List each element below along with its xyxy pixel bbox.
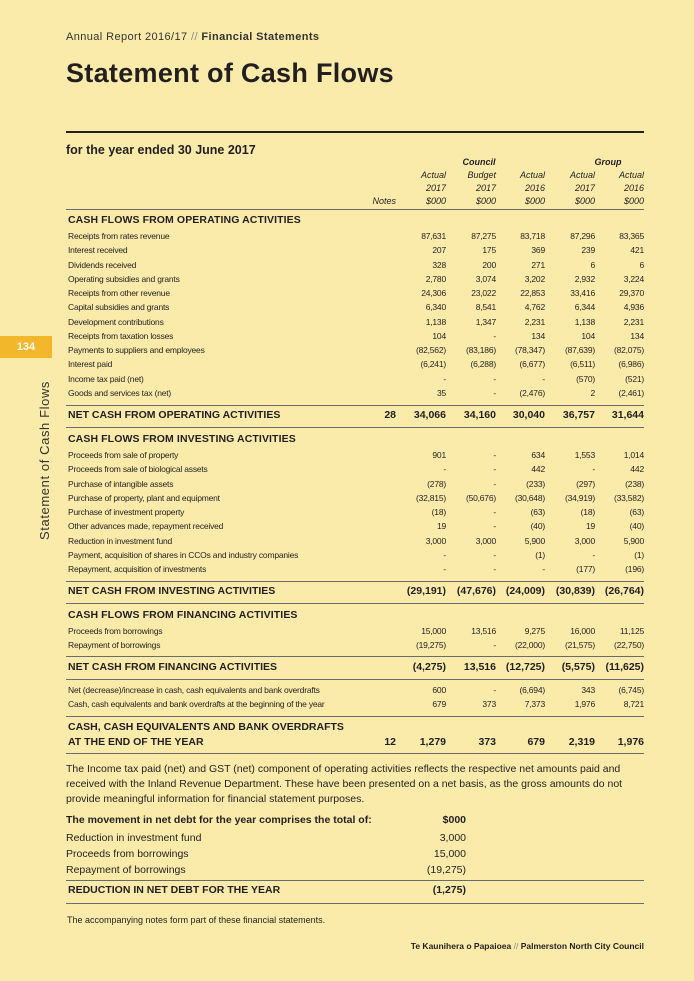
row-value: 4,762: [524, 302, 545, 313]
investing-divider: [66, 581, 644, 582]
table-row: [66, 260, 646, 274]
table-row: [66, 550, 646, 564]
row-label: Purchase of intangible assets: [68, 478, 174, 489]
row-value: (82,075): [613, 345, 644, 356]
movement-row: Reduction in investment fund 3,000: [66, 832, 466, 844]
row-value: -: [493, 330, 496, 341]
row-value: 901: [432, 450, 446, 460]
row-value: 343: [581, 685, 595, 695]
row-value: 9,275: [524, 626, 545, 636]
row-value: 16,000: [570, 626, 595, 636]
row-value: 2,231: [623, 316, 644, 327]
table-row: [66, 231, 646, 245]
row-value: 1,014: [623, 450, 644, 460]
row-value: (18): [580, 507, 595, 518]
row-value: -: [592, 464, 595, 475]
row-value: (63): [629, 507, 644, 518]
row-label: Operating subsidies and grants: [68, 273, 180, 284]
table-row: [66, 288, 646, 302]
row-label: Capital subsidies and grants: [68, 302, 170, 313]
row-value: (233): [526, 478, 545, 489]
net-divider: [66, 716, 644, 717]
row-value: 87,296: [570, 231, 595, 241]
council-group-header: Council: [462, 157, 496, 167]
row-value: (32,815): [415, 492, 446, 503]
row-value: 634: [531, 450, 545, 460]
footer-separator: //: [513, 941, 519, 951]
row-value: (50,676): [465, 492, 496, 503]
col3-header: Actual 2016 $000: [519, 170, 545, 206]
column-headers: [66, 169, 646, 209]
row-label: Repayment of borrowings: [68, 640, 161, 651]
row-value: (40): [530, 521, 545, 532]
movement-divider: [66, 880, 644, 881]
row-value: -: [493, 507, 496, 518]
operating-total-label: NET CASH FROM OPERATING ACTIVITIES: [68, 409, 281, 421]
operating-total-note: 28: [384, 409, 396, 421]
row-value: -: [493, 464, 496, 475]
row-value: 3,000: [425, 535, 446, 546]
operating-divider: [66, 405, 644, 406]
row-value: 6,340: [425, 302, 446, 313]
row-label: Receipts from other revenue: [68, 288, 170, 299]
row-value: 207: [432, 245, 446, 256]
row-value: 2,231: [524, 316, 545, 327]
row-value: 271: [531, 259, 545, 270]
row-value: -: [443, 549, 446, 560]
row-value: (6,288): [470, 359, 496, 370]
investing-total-divider: [66, 603, 644, 604]
row-value: (6,511): [570, 359, 595, 370]
row-value: (6,694): [519, 685, 545, 695]
row-value: 13,516: [471, 626, 496, 636]
footer-org-maori: Te Kaunihera o Papaioea: [410, 941, 512, 951]
movement-heading-row: [66, 814, 466, 830]
end-total-label-2: AT THE END OF THE YEAR: [68, 736, 204, 748]
row-value: 104: [581, 330, 595, 341]
row-label: Dividends received: [68, 259, 137, 270]
row-value: (30,648): [514, 492, 545, 503]
row-value: -: [443, 373, 446, 384]
investing-total-row: NET CASH FROM INVESTING ACTIVITIES (29,191) (47,676) (24,009) (30,839) (26,764): [68, 585, 644, 597]
table-row: [66, 493, 646, 507]
movement-total-divider: [66, 903, 644, 904]
table-row: [66, 331, 646, 345]
row-value: 3,202: [524, 273, 545, 284]
title-divider: [66, 131, 644, 133]
row-value: 3,000: [475, 535, 496, 546]
row-value: -: [493, 387, 496, 398]
row-value: 11,125: [619, 626, 644, 636]
col4-header: Actual 2017 $000: [569, 170, 595, 206]
table-row: [66, 302, 646, 316]
table-row: [66, 464, 646, 478]
financing-total-row: NET CASH FROM FINANCING ACTIVITIES (4,275) 13,516 (12,725) (5,575) (11,625): [68, 661, 644, 673]
row-value: (34,919): [564, 492, 595, 503]
page-number-tab: 134: [0, 336, 52, 358]
row-value: (40): [629, 521, 644, 532]
row-value: -: [542, 564, 545, 575]
row-value: (570): [576, 373, 595, 384]
row-value: 6: [590, 259, 595, 270]
table-row: [66, 345, 646, 359]
row-value: 421: [630, 245, 644, 256]
table-row: [66, 317, 646, 331]
row-value: 2: [590, 387, 595, 398]
row-value: (2,461): [618, 387, 644, 398]
row-value: 5,900: [623, 535, 644, 546]
row-value: 3,000: [574, 535, 595, 546]
table-row: [66, 388, 646, 402]
row-value: 5,900: [524, 535, 545, 546]
row-value: -: [493, 685, 496, 695]
table-row: [66, 374, 646, 388]
col1-header: Actual 2017 $000: [420, 170, 446, 206]
page-title: Statement of Cash Flows: [66, 58, 394, 88]
movement-total-row: REDUCTION IN NET DEBT FOR THE YEAR (1,275): [68, 884, 466, 896]
row-value: 15,000: [421, 626, 446, 636]
row-value: 328: [432, 259, 446, 270]
investing-total-label: NET CASH FROM INVESTING ACTIVITIES: [68, 585, 276, 597]
notes-reference: The accompanying notes form part of these financial statements.: [67, 915, 326, 925]
row-label: Income tax paid (net): [68, 373, 144, 384]
financing-total-label: NET CASH FROM FINANCING ACTIVITIES: [68, 661, 278, 673]
row-value: 600: [432, 685, 446, 695]
row-value: -: [443, 564, 446, 575]
row-label: Proceeds from sale of property: [68, 450, 179, 460]
end-total-label-1: CASH, CASH EQUIVALENTS AND BANK OVERDRAFTS: [68, 721, 344, 733]
row-value: (18): [431, 507, 446, 518]
row-value: (6,241): [420, 359, 446, 370]
row-label: Purchase of property, plant and equipment: [68, 492, 220, 503]
table-row: [66, 450, 646, 464]
row-value: 369: [531, 245, 545, 256]
table-row: [66, 564, 646, 578]
row-value: -: [542, 373, 545, 384]
table-row: [66, 507, 646, 521]
financing-total-divider: [66, 679, 644, 680]
row-value: -: [493, 640, 496, 651]
footer-org: Palmerston North City Council: [520, 941, 644, 951]
page-footer: [411, 941, 644, 951]
movement-unit: $000: [442, 814, 466, 826]
row-value: (19,275): [415, 640, 446, 651]
row-value: 35: [436, 387, 446, 398]
row-value: 3,224: [623, 273, 644, 284]
row-value: (6,986): [618, 359, 644, 370]
row-value: 134: [531, 330, 545, 341]
col5-header: Actual 2016 $000: [618, 170, 644, 206]
operating-section-heading: CASH FLOWS FROM OPERATING ACTIVITIES: [68, 214, 301, 226]
row-label: Cash, cash equivalents and bank overdrafts at the beginning of the year: [68, 699, 325, 710]
row-value: (6,677): [519, 359, 545, 370]
row-value: -: [443, 464, 446, 475]
row-value: 1,553: [574, 450, 595, 460]
movement-row: Repayment of borrowings (19,275): [66, 864, 466, 876]
table-row: [66, 245, 646, 259]
row-value: 29,370: [619, 288, 644, 299]
row-label: Proceeds from sale of biological assets: [68, 464, 208, 475]
table-row: [66, 640, 646, 654]
row-value: (238): [625, 478, 644, 489]
row-value: (1): [535, 549, 545, 560]
row-value: 1,138: [574, 316, 595, 327]
row-label: Development contributions: [68, 316, 164, 327]
row-label: Interest received: [68, 245, 128, 256]
row-value: -: [493, 521, 496, 532]
row-value: -: [592, 549, 595, 560]
row-label: Payments to suppliers and employees: [68, 345, 205, 356]
row-value: 83,365: [619, 231, 644, 241]
row-value: 2,932: [574, 273, 595, 284]
table-row: [66, 274, 646, 288]
row-value: 33,416: [570, 288, 595, 299]
row-value: -: [493, 373, 496, 384]
row-value: -: [493, 564, 496, 575]
row-value: 19: [436, 521, 446, 532]
row-value: 373: [482, 699, 496, 710]
row-value: 8,541: [475, 302, 496, 313]
row-value: (63): [530, 507, 545, 518]
table-row: [66, 699, 646, 713]
report-section: Financial Statements: [201, 31, 320, 43]
header-separator: //: [191, 31, 198, 43]
row-label: Net (decrease)/increase in cash, cash equivalents and bank overdrafts: [68, 685, 320, 695]
row-value: (33,582): [613, 492, 644, 503]
table-row: [66, 359, 646, 373]
row-label: Receipts from taxation losses: [68, 330, 174, 341]
row-value: (1): [634, 549, 644, 560]
row-value: 239: [581, 245, 595, 256]
row-value: 22,853: [520, 288, 545, 299]
row-value: 87,631: [421, 231, 446, 241]
report-name: Annual Report 2016/17: [66, 31, 188, 43]
row-label: Receipts from rates revenue: [68, 231, 170, 241]
row-value: 104: [432, 330, 446, 341]
row-value: -: [493, 450, 496, 460]
row-label: Proceeds from borrowings: [68, 626, 163, 636]
row-label: Repayment, acquisition of investments: [68, 564, 207, 575]
row-value: 134: [630, 330, 644, 341]
operating-total-divider: [66, 427, 644, 428]
row-value: 7,373: [524, 699, 545, 710]
row-value: 679: [432, 699, 446, 710]
financing-section-heading: CASH FLOWS FROM FINANCING ACTIVITIES: [68, 609, 298, 621]
row-value: 442: [630, 464, 644, 475]
row-value: (87,639): [564, 345, 595, 356]
col2-header: Budget 2017 $000: [467, 170, 496, 206]
row-value: (82,562): [415, 345, 446, 356]
row-value: (78,347): [514, 345, 545, 356]
row-value: (6,745): [618, 685, 644, 695]
movement-heading: The movement in net debt for the year comprises the total of:: [66, 814, 372, 826]
row-value: 3,074: [475, 273, 496, 284]
row-value: -: [493, 478, 496, 489]
end-of-year-total-row: CASH, CASH EQUIVALENTS AND BANK OVERDRAFTS AT THE END OF THE YEAR 12 1,279 373 679 2,319 1,976: [68, 721, 644, 748]
row-label: Purchase of investment property: [68, 507, 185, 518]
investing-section-heading: CASH FLOWS FROM INVESTING ACTIVITIES: [68, 433, 296, 445]
row-value: 87,275: [471, 231, 496, 241]
row-value: 23,022: [471, 288, 496, 299]
row-value: (278): [427, 478, 446, 489]
row-value: (521): [625, 373, 644, 384]
row-value: (22,750): [613, 640, 644, 651]
row-value: 1,347: [475, 316, 496, 327]
row-value: -: [493, 549, 496, 560]
row-label: Other advances made, repayment received: [68, 521, 224, 532]
row-value: (21,575): [564, 640, 595, 651]
row-value: 200: [482, 259, 496, 270]
header-divider: [66, 209, 644, 210]
report-header: [66, 31, 319, 43]
row-label: Payment, acquisition of shares in CCOs and industry companies: [68, 549, 299, 560]
row-value: (22,000): [514, 640, 545, 651]
notes-column-header: Notes: [372, 196, 396, 206]
row-value: (196): [625, 564, 644, 575]
sidebar-section-label: Statement of Cash Flows: [37, 380, 52, 540]
row-label: Interest paid: [68, 359, 113, 370]
row-value: 83,718: [520, 231, 545, 241]
row-value: 1,138: [425, 316, 446, 327]
table-row: [66, 536, 646, 550]
row-value: 8,721: [623, 699, 644, 710]
row-value: 19: [585, 521, 595, 532]
row-value: (2,476): [519, 387, 545, 398]
movement-row: Proceeds from borrowings 15,000: [66, 848, 466, 860]
row-value: 6,344: [574, 302, 595, 313]
table-row: [66, 479, 646, 493]
row-value: 2,780: [425, 273, 446, 284]
table-row: [66, 685, 646, 699]
row-value: 442: [531, 464, 545, 475]
row-value: 6: [639, 259, 644, 270]
group-group-header: Group: [594, 157, 622, 167]
row-value: 24,306: [421, 288, 446, 299]
end-total-divider: [66, 753, 644, 754]
table-row: [66, 521, 646, 535]
row-value: 175: [482, 245, 496, 256]
row-value: 1,976: [574, 699, 595, 710]
row-value: (177): [576, 564, 595, 575]
row-value: 4,936: [623, 302, 644, 313]
financing-divider: [66, 656, 644, 657]
row-value: (297): [576, 478, 595, 489]
row-value: (83,186): [465, 345, 496, 356]
row-label: Goods and services tax (net): [68, 387, 172, 398]
statement-period: for the year ended 30 June 2017: [66, 143, 256, 157]
row-label: Reduction in investment fund: [68, 535, 173, 546]
tax-explanation-paragraph: The Income tax paid (net) and GST (net) component of operating activities reflects the respective net amounts paid and received with the Inland Revenue Department. These have been presented on a net basis, as the gross amounts do not provide meaningful information for financial statement purposes.: [66, 763, 623, 805]
operating-total-row: NET CASH FROM OPERATING ACTIVITIES 28 34,066 34,160 30,040 36,757 31,644: [68, 409, 644, 421]
end-total-note: 12: [384, 736, 396, 748]
table-row: [66, 626, 646, 640]
